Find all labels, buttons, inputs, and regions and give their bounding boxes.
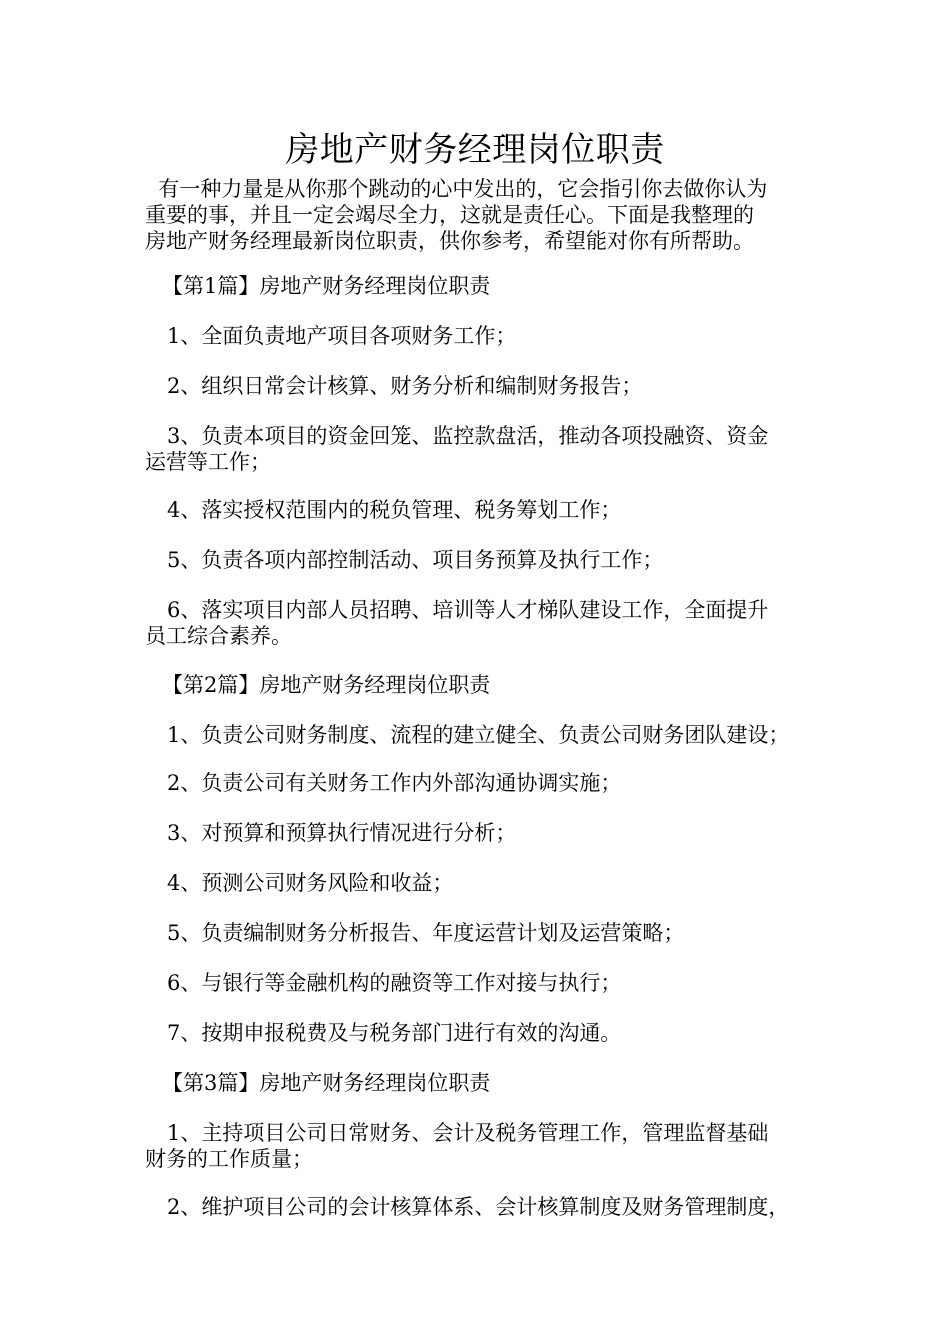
list-item-line: 5、负责各项内部控制活动、项目务预算及执行工作；	[167, 548, 664, 572]
list-item-line: 1、负责公司财务制度、流程的建立健全、负责公司财务团队建设；	[167, 723, 790, 747]
list-item	[145, 870, 847, 896]
list-item-line: 2、负责公司有关财务工作内外部沟通协调实施；	[167, 771, 622, 795]
list-item-line: 财务的工作质量；	[145, 1147, 313, 1171]
list-item	[145, 920, 847, 946]
list-item	[145, 970, 847, 996]
list-item-line: 3、负责本项目的资金回笼、监控款盘活，推动各项投融资、资金	[167, 424, 769, 448]
list-item-line: 4、预测公司财务风险和收益；	[167, 871, 454, 895]
section-heading: 【第1篇】房地产财务经理岗位职责	[162, 274, 491, 298]
list-item-line: 1、主持项目公司日常财务、会计及税务管理工作，管理监督基础	[167, 1121, 769, 1145]
list-item-line: 7、按期申报税费及与税务部门进行有效的沟通。	[167, 1021, 622, 1045]
section-heading: 【第3篇】房地产财务经理岗位职责	[162, 1071, 491, 1095]
list-item-line: 2、维护项目公司的会计核算体系、会计核算制度及财务管理制度，	[167, 1195, 790, 1219]
list-item-line: 6、落实项目内部人员招聘、培训等人才梯队建设工作，全面提升	[167, 598, 769, 622]
list-item	[145, 497, 847, 523]
list-item	[145, 1194, 847, 1220]
intro-line: 有一种力量是从你那个跳动的心中发出的，它会指引你去做你认为	[145, 177, 768, 201]
list-item-line: 5、负责编制财务分析报告、年度运营计划及运营策略；	[167, 921, 685, 945]
list-item	[145, 770, 847, 796]
list-item	[145, 423, 825, 475]
list-item-line: 运营等工作；	[145, 450, 271, 474]
list-item-line: 4、落实授权范围内的税负管理、税务筹划工作；	[167, 498, 622, 522]
list-item	[145, 373, 847, 399]
list-item	[145, 323, 847, 349]
intro-line: 房地产财务经理最新岗位职责，供你参考，希望能对你有所帮助。	[145, 229, 754, 253]
list-item-line: 6、与银行等金融机构的融资等工作对接与执行；	[167, 971, 622, 995]
list-item-line: 2、组织日常会计核算、财务分析和编制财务报告；	[167, 374, 643, 398]
list-item-line: 员工综合素养。	[145, 624, 292, 648]
page-title: 房地产财务经理岗位职责	[285, 130, 665, 170]
list-item	[145, 722, 847, 748]
list-item	[145, 1120, 825, 1172]
list-item-line: 1、全面负责地产项目各项财务工作；	[167, 324, 517, 348]
list-item-line: 3、对预算和预算执行情况进行分析；	[167, 821, 517, 845]
list-item	[145, 1020, 847, 1046]
intro-paragraph	[145, 176, 825, 254]
list-item	[145, 597, 825, 649]
intro-line: 重要的事，并且一定会竭尽全力，这就是责任心。下面是我整理的	[145, 203, 754, 227]
list-item	[145, 547, 847, 573]
section-heading: 【第2篇】房地产财务经理岗位职责	[162, 673, 491, 697]
list-item	[145, 820, 847, 846]
